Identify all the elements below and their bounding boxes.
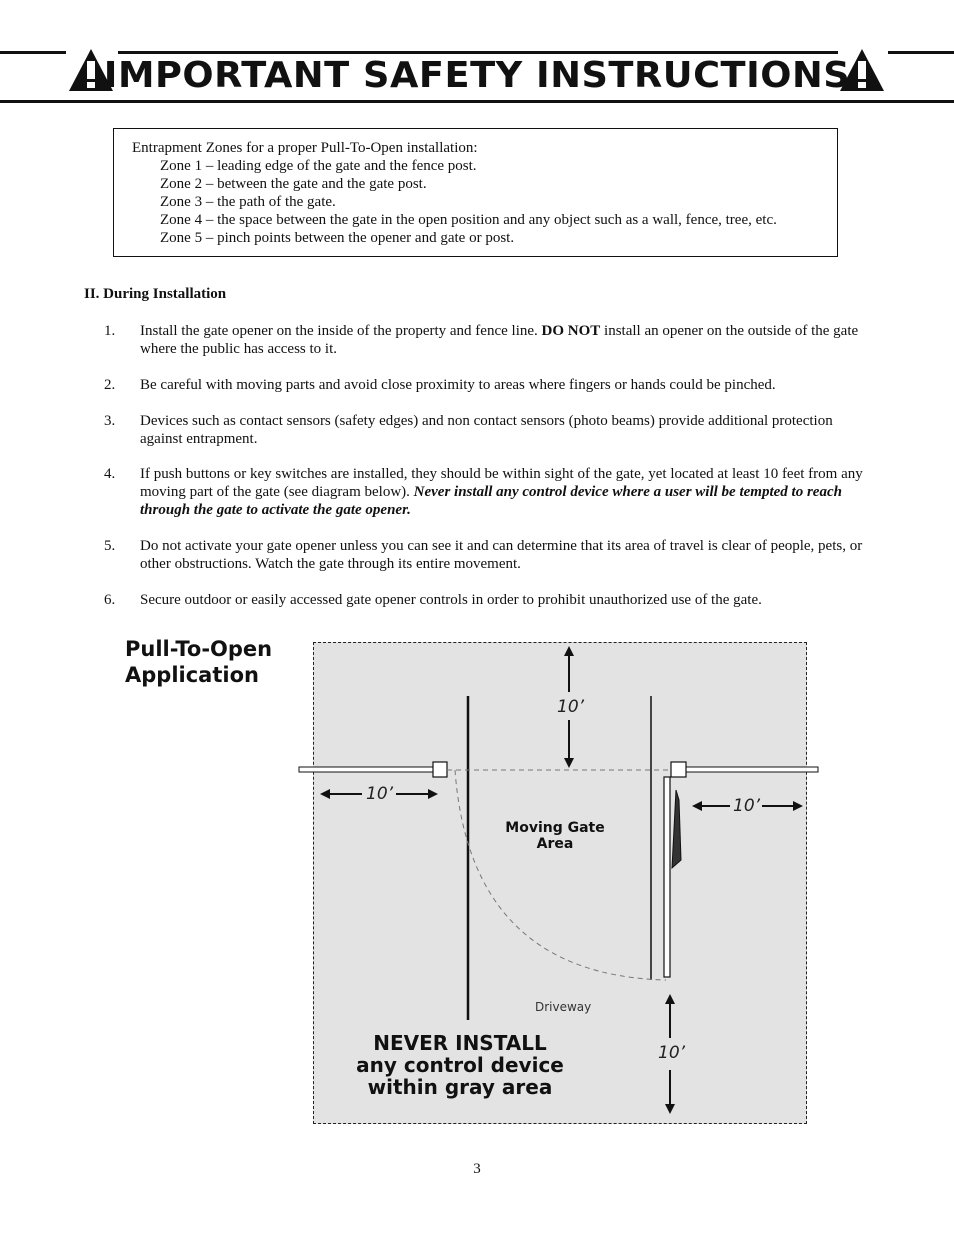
- dimension-label-right: 10’: [733, 796, 761, 816]
- page-title: IMPORTANT SAFETY INSTRUCTIONS: [103, 55, 851, 96]
- item-number: 6.: [104, 592, 116, 608]
- dimension-label-bottom: 10’: [658, 1043, 686, 1063]
- fence-right: [686, 767, 818, 772]
- item-text: If push buttons or key switches are installed, they should be within sight of the gate, yet located at least 10 feet from any moving part of the gate (see diagram below). Never install any control device where a user will be tempted to reach through the gate to activate the gate opener.: [140, 466, 863, 518]
- gate-leaf-open: [664, 777, 670, 977]
- item-number: 3.: [104, 413, 116, 429]
- zone-3: Zone 3 – the path of the gate.: [160, 194, 336, 210]
- gate-post-left: [433, 762, 447, 777]
- zone-5: Zone 5 – pinch points between the opener and gate or post.: [160, 230, 515, 246]
- gate-swing-arc: [455, 770, 666, 980]
- zone-2: Zone 2 – between the gate and the gate post.: [160, 176, 427, 192]
- item-text: Do not activate your gate opener unless you can see it and can determine that its area of travel is clear of people, pets, or other obstructions. Watch the gate through its entire movement.: [140, 538, 863, 572]
- section-heading: II. During Installation: [84, 286, 227, 302]
- diagram-title: Pull-To-Open Application: [125, 637, 273, 687]
- gate-post-right: [671, 762, 686, 777]
- item-text: Devices such as contact sensors (safety edges) and non contact sensors (photo beams) provide additional protection against entrapment.: [140, 413, 833, 447]
- fence-left: [299, 767, 433, 772]
- item-text: Secure outdoor or easily accessed gate opener controls in order to prohibit unauthorized use of the gate.: [140, 592, 762, 608]
- moving-gate-area-label: Moving Gate Area: [505, 820, 605, 852]
- item-number: 1.: [104, 323, 116, 339]
- item-number: 4.: [104, 466, 116, 482]
- driveway-label: Driveway: [535, 1000, 592, 1014]
- item-number: 2.: [104, 377, 116, 393]
- item-number: 5.: [104, 538, 116, 554]
- zone-1: Zone 1 – leading edge of the gate and the fence post.: [160, 158, 477, 174]
- never-install-warning: NEVER INSTALL any control device within gray area: [356, 1031, 564, 1099]
- zone-4: Zone 4 – the space between the gate in the open position and any object such as a wall, fence, tree, etc.: [160, 212, 777, 228]
- dimension-label-left: 10’: [366, 784, 394, 804]
- item-text: Be careful with moving parts and avoid close proximity to areas where fingers or hands could be pinched.: [140, 377, 776, 393]
- zones-intro: Entrapment Zones for a proper Pull-To-Open installation:: [132, 140, 478, 156]
- dimension-label-top: 10’: [557, 697, 585, 717]
- gate-opener-arm: [672, 790, 681, 868]
- page-number: 3: [473, 1161, 481, 1177]
- item-text: Install the gate opener on the inside of the property and fence line. DO NOT install an opener on the outside of the gate where the public has access to it.: [140, 323, 859, 357]
